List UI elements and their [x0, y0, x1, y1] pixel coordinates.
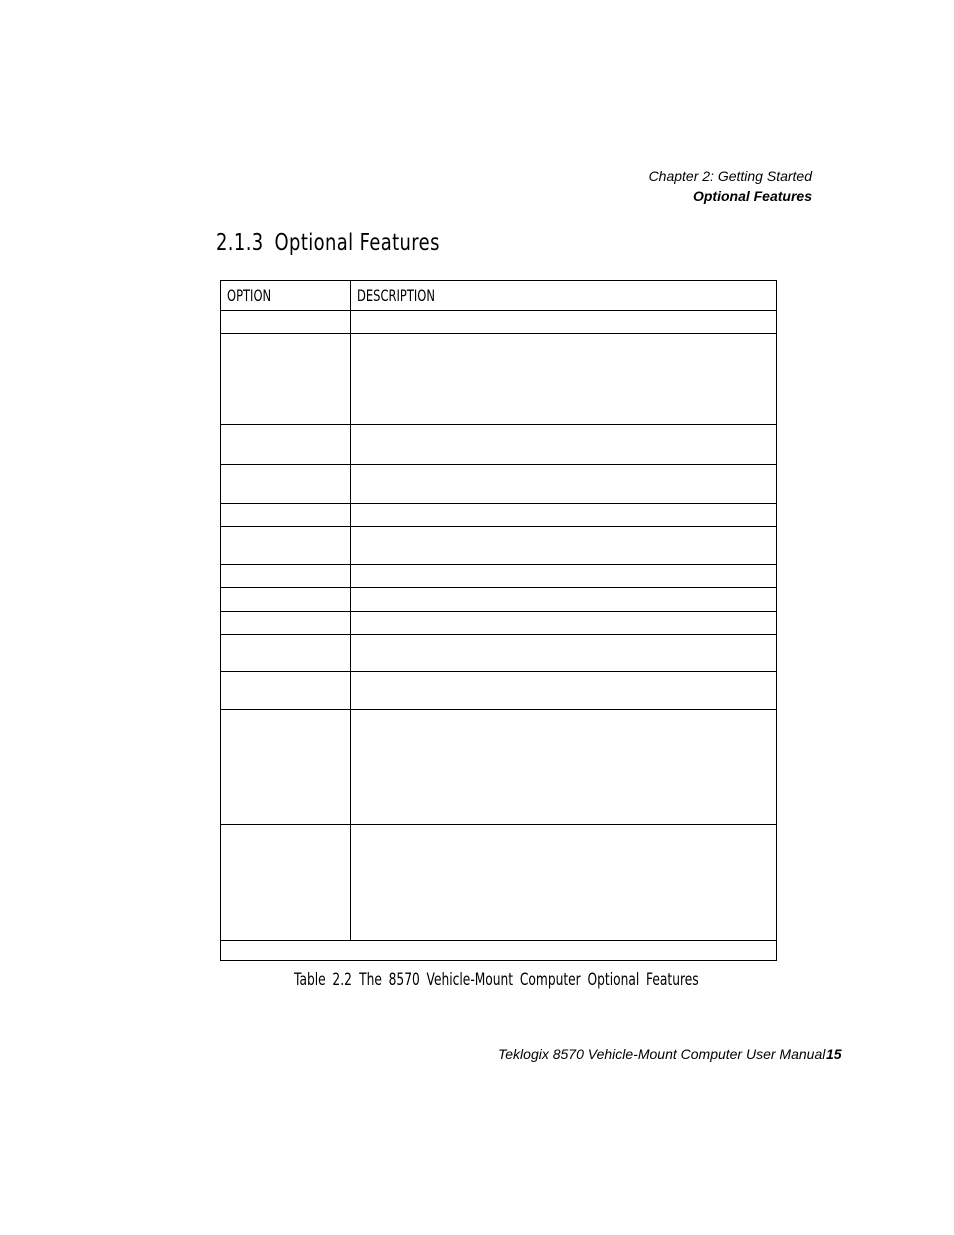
section-heading [216, 230, 440, 256]
option-cell [221, 465, 351, 504]
option-cell [221, 825, 351, 941]
manual-title: Teklogix 8570 Vehicle-Mount Computer User Manual [498, 1046, 826, 1062]
option-cell [221, 311, 351, 334]
section-title: Optional Features [274, 230, 440, 256]
description-cell [351, 565, 777, 588]
table-row [221, 311, 777, 334]
option-cell [221, 565, 351, 588]
column-header-option: OPTION [221, 281, 351, 311]
table-row [221, 504, 777, 527]
description-cell [351, 311, 777, 334]
description-cell [351, 710, 777, 825]
table-row [221, 425, 777, 465]
table-row [221, 565, 777, 588]
description-cell [351, 425, 777, 465]
option-cell [221, 635, 351, 672]
table-row [221, 465, 777, 504]
table-caption-label: Table 2.2 [294, 970, 352, 990]
table-row [221, 825, 777, 941]
page-footer [498, 1046, 842, 1062]
description-cell [351, 612, 777, 635]
option-cell [221, 612, 351, 635]
description-cell [351, 635, 777, 672]
option-cell [221, 504, 351, 527]
description-cell [351, 504, 777, 527]
table-caption [294, 970, 699, 990]
running-header [649, 166, 812, 206]
table-caption-text: The 8570 Vehicle-Mount Computer Optional Features [359, 970, 699, 990]
option-cell [221, 527, 351, 565]
column-header-description: DESCRIPTION [351, 281, 777, 311]
table-row [221, 612, 777, 635]
table-row [221, 635, 777, 672]
section-number: 2.1.3 [216, 230, 264, 256]
description-cell [351, 527, 777, 565]
table-row [221, 588, 777, 612]
running-header-chapter: Chapter 2: Getting Started [648, 168, 812, 184]
option-cell [221, 672, 351, 710]
page-number: 15 [826, 1046, 842, 1062]
table-header-row [221, 281, 777, 311]
table-footer-row [221, 941, 777, 961]
description-cell [351, 672, 777, 710]
optional-features-table [220, 280, 777, 961]
table-row [221, 527, 777, 565]
table-row [221, 710, 777, 825]
table-footer-cell [221, 941, 777, 961]
option-cell [221, 710, 351, 825]
option-cell [221, 588, 351, 612]
option-cell [221, 425, 351, 465]
table-row [221, 334, 777, 425]
table-row [221, 672, 777, 710]
option-cell [221, 334, 351, 425]
description-cell [351, 825, 777, 941]
running-header-section: Optional Features [692, 188, 812, 204]
description-cell [351, 334, 777, 425]
description-cell [351, 465, 777, 504]
description-cell [351, 588, 777, 612]
